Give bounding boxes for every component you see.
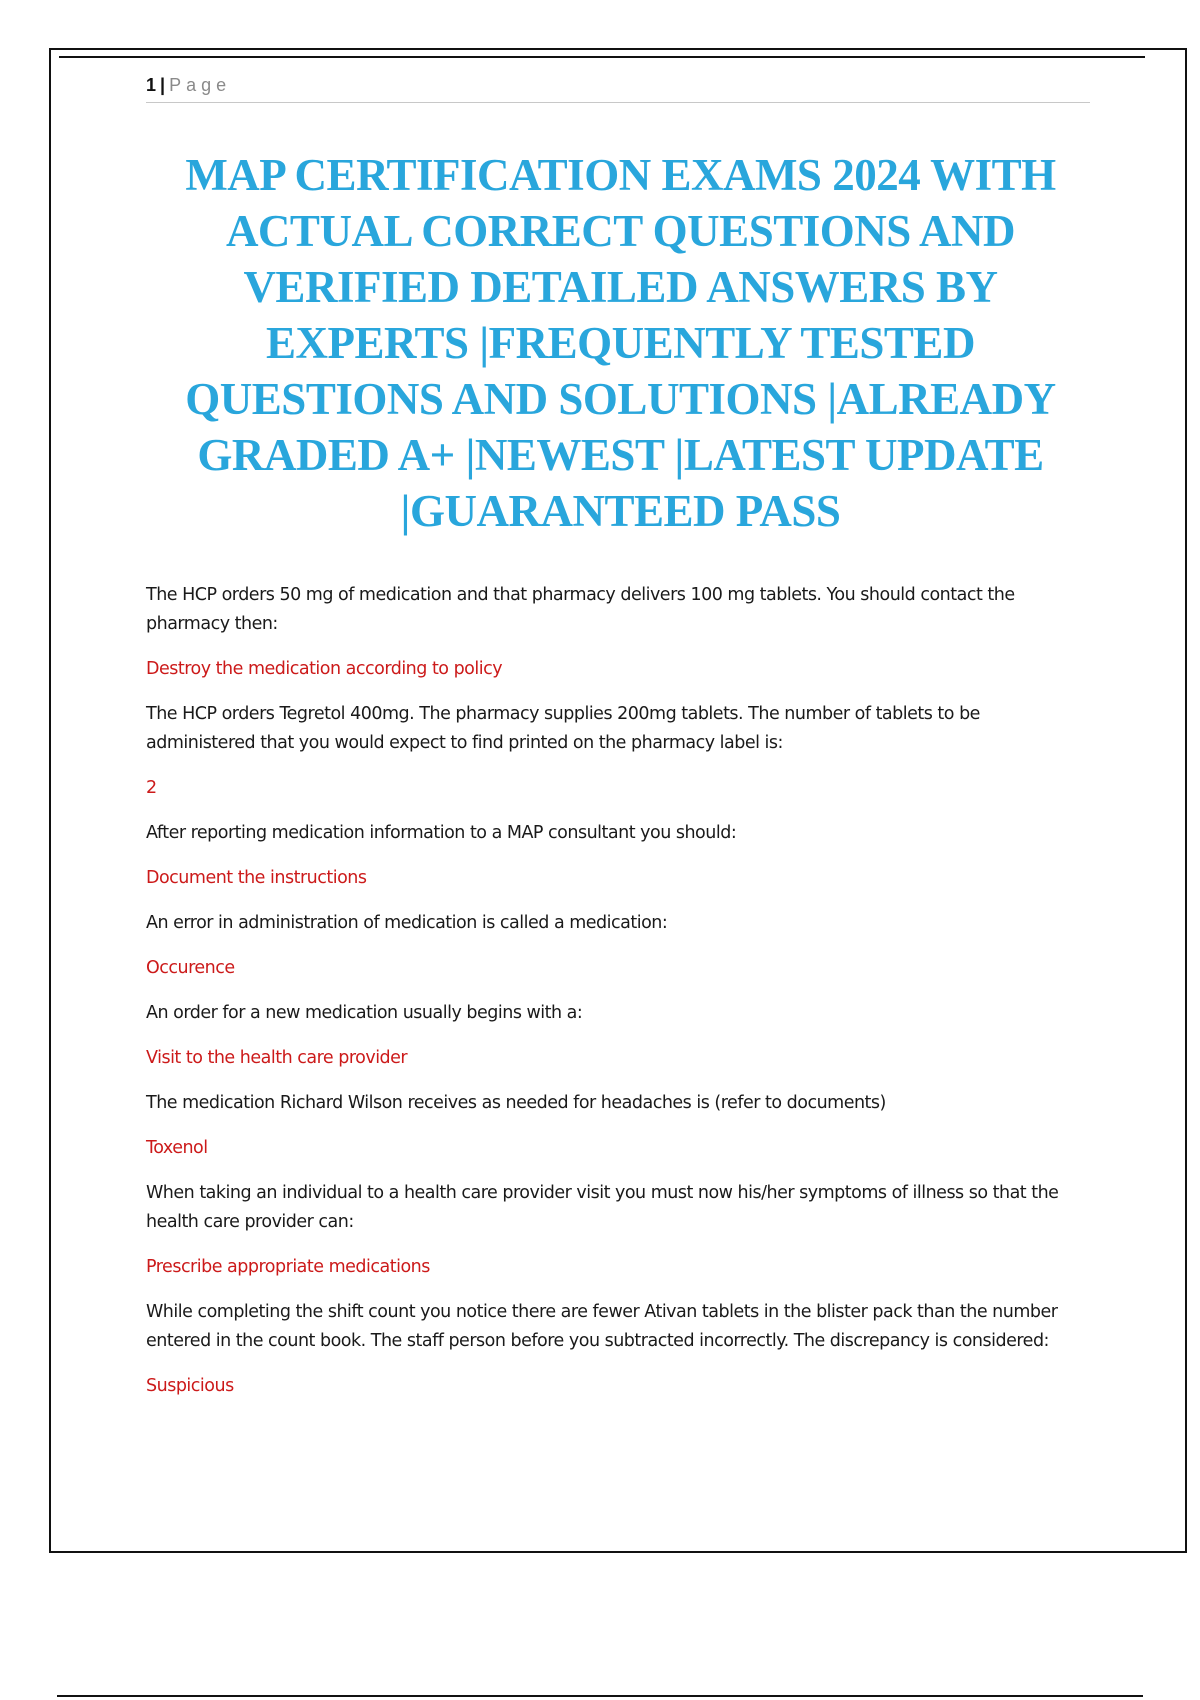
answer-text: Suspicious xyxy=(146,1376,234,1396)
question-text: When taking an individual to a health care provider visit you must now his/her symptoms of illness so that the health care provider can: xyxy=(146,1183,1059,1232)
page-header xyxy=(146,72,1090,103)
page-number: 1 xyxy=(146,75,157,95)
answer-text: Destroy the medication according to policy xyxy=(146,659,503,679)
page-word: Page xyxy=(169,75,232,95)
qa-item xyxy=(146,999,1090,1073)
question-text: The HCP orders Tegretol 400mg. The pharmacy supplies 200mg tablets. The number of tablets to be administered that you would expect to find printed on the pharmacy label is: xyxy=(146,704,980,753)
qa-item xyxy=(146,909,1090,983)
document-title: MAP CERTIFICATION EXAMS 2024 WITH ACTUAL CORRECT QUESTIONS AND VERIFIED DETAILED ANSWERS BY EXPERTS |FREQUENTLY TESTED QUESTIONS AND SOLUTIONS |ALREADY GRADED A+ |NEWEST |LATEST UPDATE |GUARANTEED PASS xyxy=(185,150,1056,536)
top-rule xyxy=(59,56,1145,58)
answer-text: Document the instructions xyxy=(146,868,367,888)
qa-item xyxy=(146,819,1090,893)
qa-item xyxy=(146,700,1090,803)
qa-list xyxy=(146,581,1090,1417)
answer-text: Toxenol xyxy=(146,1138,208,1158)
qa-item xyxy=(146,1298,1090,1401)
page-frame xyxy=(49,48,1187,1553)
answer-text: Occurence xyxy=(146,958,235,978)
answer-text: 2 xyxy=(146,778,157,798)
question-text: While completing the shift count you notice there are fewer Ativan tablets in the blister pack than the number entered in the count book. The staff person before you subtracted incorrectly. The discrepancy is considered: xyxy=(146,1302,1058,1351)
qa-item xyxy=(146,1089,1090,1163)
question-text: The medication Richard Wilson receives as needed for headaches is (refer to documents) xyxy=(146,1093,886,1113)
question-text: An error in administration of medication is called a medication: xyxy=(146,913,668,933)
answer-text: Prescribe appropriate medications xyxy=(146,1257,430,1277)
question-text: After reporting medication information to a MAP consultant you should: xyxy=(146,823,737,843)
answer-text: Visit to the health care provider xyxy=(146,1048,408,1068)
question-text: An order for a new medication usually begins with a: xyxy=(146,1003,583,1023)
qa-item xyxy=(146,581,1090,684)
page-separator: | xyxy=(160,75,166,95)
next-page-rule xyxy=(57,1695,1143,1697)
qa-item xyxy=(146,1179,1090,1282)
question-text: The HCP orders 50 mg of medication and that pharmacy delivers 100 mg tablets. You should contact the pharmacy then: xyxy=(146,585,1015,634)
